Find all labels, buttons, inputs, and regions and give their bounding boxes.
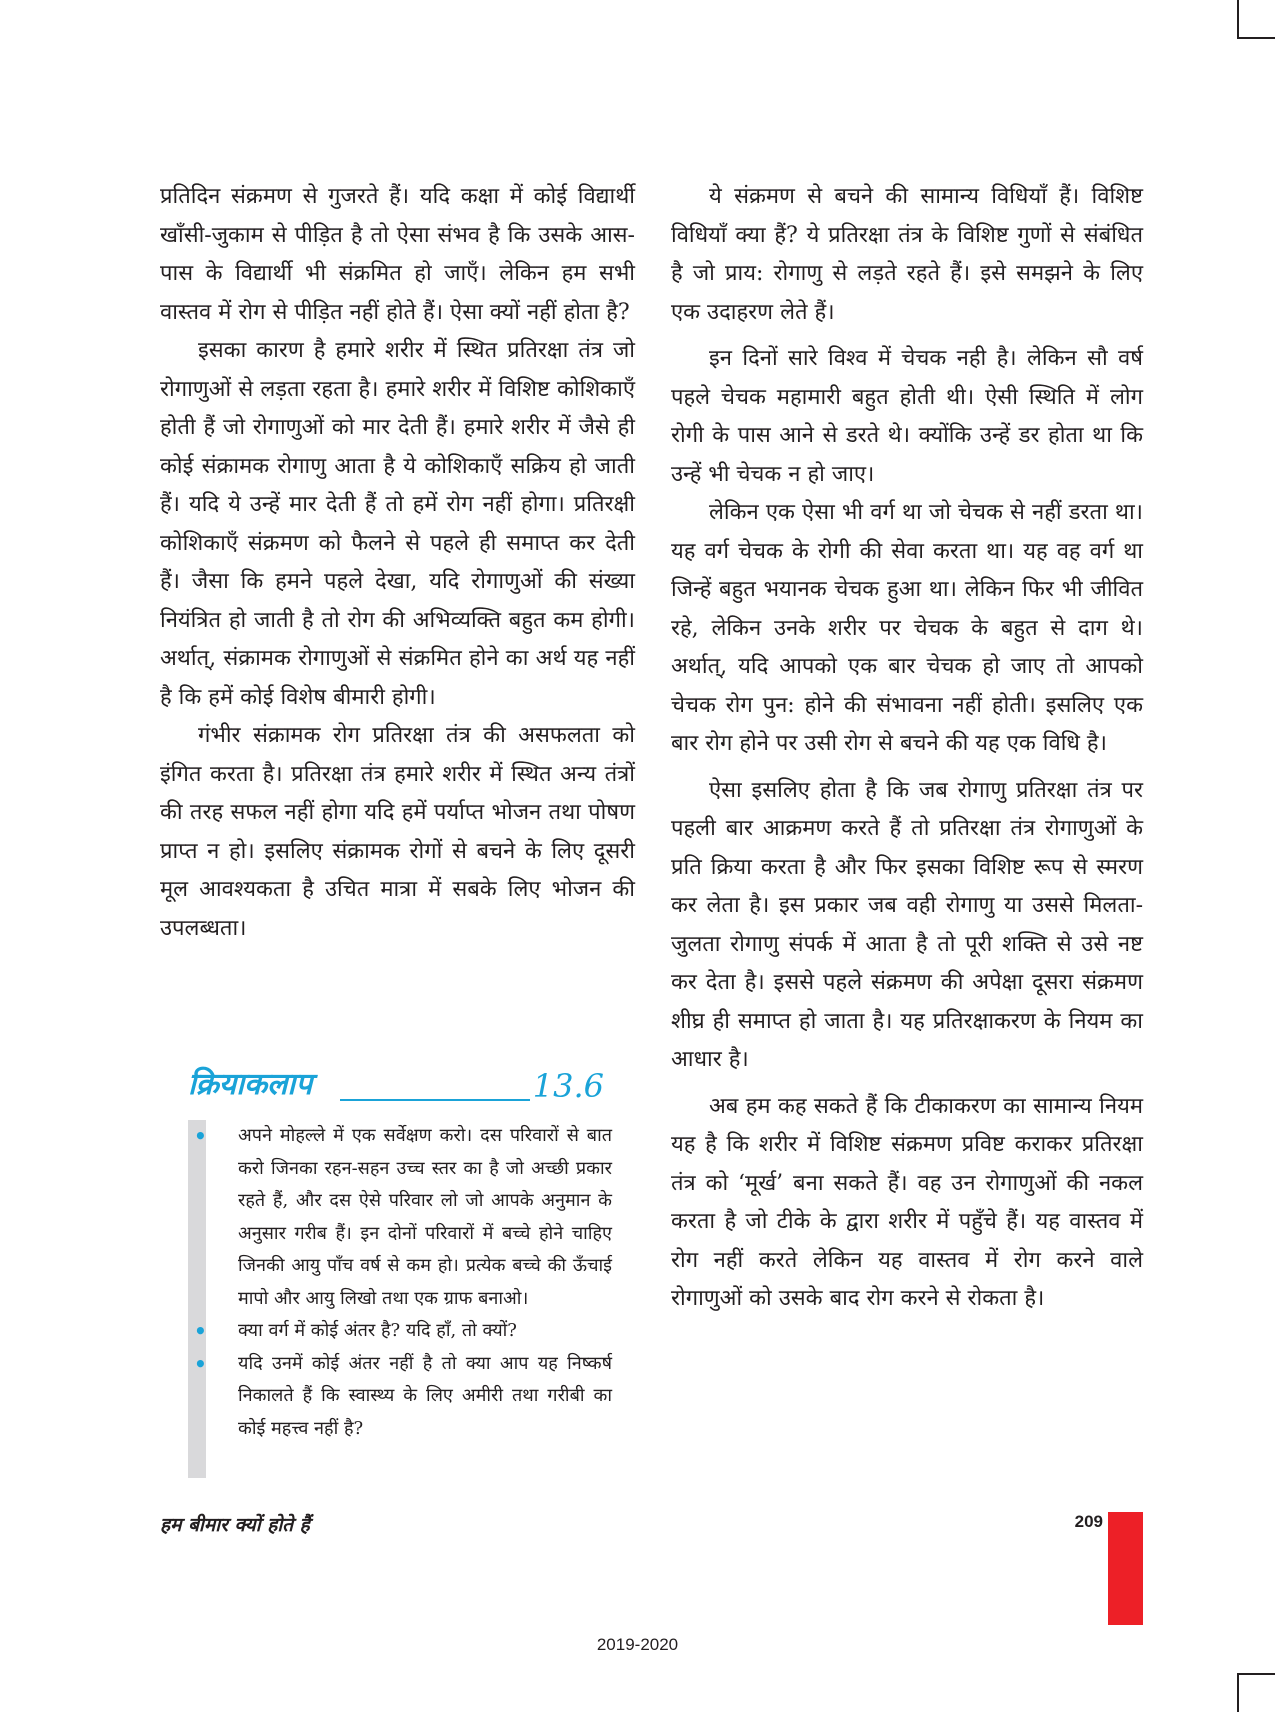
bullet-icon: •: [194, 1124, 207, 1148]
activity-item: [194, 1120, 612, 1315]
page-number: 209: [1074, 1512, 1103, 1531]
right-paragraph-3: लेकिन एक ऐसा भी वर्ग था जो चेचक से नहीं डरता था। यह वर्ग चेचक के रोगी की सेवा करता था। यह वह वर्ग था जिन्हें बहुत भयानक चेचक हुआ था। लेकिन फिर भी जीवित रहे, लेकिन उनके शरीर पर चेचक के बहुत से दाग थे। अर्थात्, यदि आपको एक बार चेचक हो जाए तो आपको चेचक रोग पुन: होने की संभावना नहीं होती। इसलिए एक बार रोग होने पर उसी रोग से बचने की यह एक विधि है।: [671, 500, 1143, 756]
right-paragraph-2: इन दिनों सारे विश्व में चेचक नही है। लेकिन सौ वर्ष पहले चेचक महामारी बहुत होती थी। ऐसी स्थिति में लोग रोगी के पास आने से डरते थे। क्योंकि उन्हें डर होता था कि उन्हें भी चेचक न हो जाए।: [671, 346, 1143, 487]
bullet-icon: •: [194, 1351, 207, 1376]
activity-heading: [188, 1063, 604, 1109]
crop-mark-bottom-right: [1237, 1673, 1275, 1712]
activity-side-bar: [188, 1120, 206, 1478]
activity-item-text: क्या वर्ग में कोई अंतर है? यदि हाँ, तो क्यों?: [238, 1320, 517, 1341]
activity-list: [194, 1120, 612, 1445]
left-paragraph-3: गंभीर संक्रामक रोग प्रतिरक्षा तंत्र की असफलता को इंगित करता है। प्रतिरक्षा तंत्र हमारे शरीर में स्थित अन्य तंत्रों की तरह सफल नहीं होगा यदि हमें पर्याप्त भोजन तथा पोषण प्राप्त न हो। इसलिए संक्रामक रोगों से बचने के लिए दूसरी मूल आवश्यकता है उचित मात्रा में सबके लिए भोजन की उपलब्धता।: [160, 723, 635, 941]
right-column: [671, 178, 1143, 1319]
edition-year: 2019-2020: [596, 1635, 679, 1654]
right-paragraph-5: अब हम कह सकते हैं कि टीकाकरण का सामान्य नियम यह है कि शरीर में विशिष्ट संक्रमण प्रविष्ट कराकर प्रतिरक्षा तंत्र को ‘मूर्ख’ बना सकते हैं। वह उन रोगाणुओं की नकल करता है जो टीके के द्वारा शरीर में पहुँचे हैं। यह वास्तव में रोग नहीं करते लेकिन यह वास्तव में रोग करने वाले रोगाणुओं को उसके बाद रोग करने से रोकता है।: [671, 1093, 1143, 1311]
activity-item-text: अपने मोहल्ले में एक सर्वेक्षण करो। दस परिवारों से बात करो जिनका रहन-सहन उच्च स्तर का है जो अच्छी प्रकार रहते हैं, और दस ऐसे परिवार लो जो आपके अनुमान के अनुसार गरीब हैं। इन दोनों परिवारों में बच्चे होने चाहिए जिनकी आयु पाँच वर्ष से कम हो। प्रत्येक बच्चे की ऊँचाई मापो और आयु लिखो तथा एक ग्राफ बनाओ।: [238, 1125, 612, 1309]
activity-item: [194, 1348, 612, 1446]
left-paragraph-1: प्रतिदिन संक्रमण से गुजरते हैं। यदि कक्षा में कोई विद्यार्थी खाँसी-जुकाम से पीड़ित है तो ऐसा संभव है कि उसके आस-पास के विद्यार्थी भी संक्रमित हो जाएँ। लेकिन हम सभी वास्तव में रोग से पीड़ित नहीं होते हैं। ऐसा क्यों नहीं होता है?: [160, 184, 635, 325]
left-paragraph-2: इसका कारण है हमारे शरीर में स्थित प्रतिरक्षा तंत्र जो रोगाणुओं से लड़ता रहता है। हमारे शरीर में विशिष्ट कोशिकाएँ होती हैं जो रोगाणुओं को मार देती हैं। हमारे शरीर में जैसे ही कोई संक्रामक रोगाणु आता है ये कोशिकाएँ सक्रिय हो जाती हैं। यदि ये उन्हें मार देती हैं तो हमें रोग नहीं होगा। प्रतिरक्षी कोशिकाएँ संक्रमण को फैलने से पहले ही समाप्त कर देती हैं। जैसा कि हमने पहले देखा, यदि रोगाणुओं की संख्या नियंत्रित हो जाती है तो रोग की अभिव्यक्ति बहुत कम होगी। अर्थात्, संक्रामक रोगाणुओं से संक्रमित होने का अर्थ यह नहीं है कि हमें कोई विशेष बीमारी होगी।: [160, 338, 635, 710]
left-column: [160, 178, 635, 948]
activity-heading-rule: [340, 1099, 530, 1101]
bullet-icon: •: [194, 1319, 207, 1343]
right-paragraph-1: ये संक्रमण से बचने की सामान्य विधियाँ हैं। विशिष्ट विधियाँ क्या हैं? ये प्रतिरक्षा तंत्र के विशिष्ट गुणों से संबंधित है जो प्राय: रोगाणु से लड़ते रहते हैं। इसे समझने के लिए एक उदाहरण लेते हैं।: [671, 184, 1143, 325]
activity-box: [188, 1120, 612, 1478]
activity-number: 13.6: [532, 1067, 604, 1105]
crop-mark-top-right: [1237, 0, 1275, 39]
activity-item: [194, 1315, 612, 1348]
right-paragraph-4: ऐसा इसलिए होता है कि जब रोगाणु प्रतिरक्षा तंत्र पर पहली बार आक्रमण करते हैं तो प्रतिरक्षा तंत्र रोगाणुओं के प्रति क्रिया करता है और फिर इसका विशिष्ट रूप से स्मरण कर लेता है। इस प्रकार जब वही रोगाणु या उससे मिलता-जुलता रोगाणु संपर्क में आता है तो पूरी शक्ति से उसे नष्ट कर देता है। इससे पहले संक्रमण की अपेक्षा दूसरा संक्रमण शीघ्र ही समाप्त हो जाता है। यह प्रतिरक्षाकरण के नियम का आधार है।: [671, 777, 1143, 1072]
activity-title: क्रियाकलाप: [188, 1067, 313, 1102]
activity-item-text: यदि उनमें कोई अंतर नहीं है तो क्या आप यह निष्कर्ष निकालते हैं कि स्वास्थ्य के लिए अमीरी तथा गरीबी का कोई महत्त्व नहीं है?: [238, 1352, 612, 1439]
page-edge-tab: [1108, 1512, 1143, 1625]
running-footer-title: हम बीमार क्यों होते हैं: [160, 1514, 310, 1536]
